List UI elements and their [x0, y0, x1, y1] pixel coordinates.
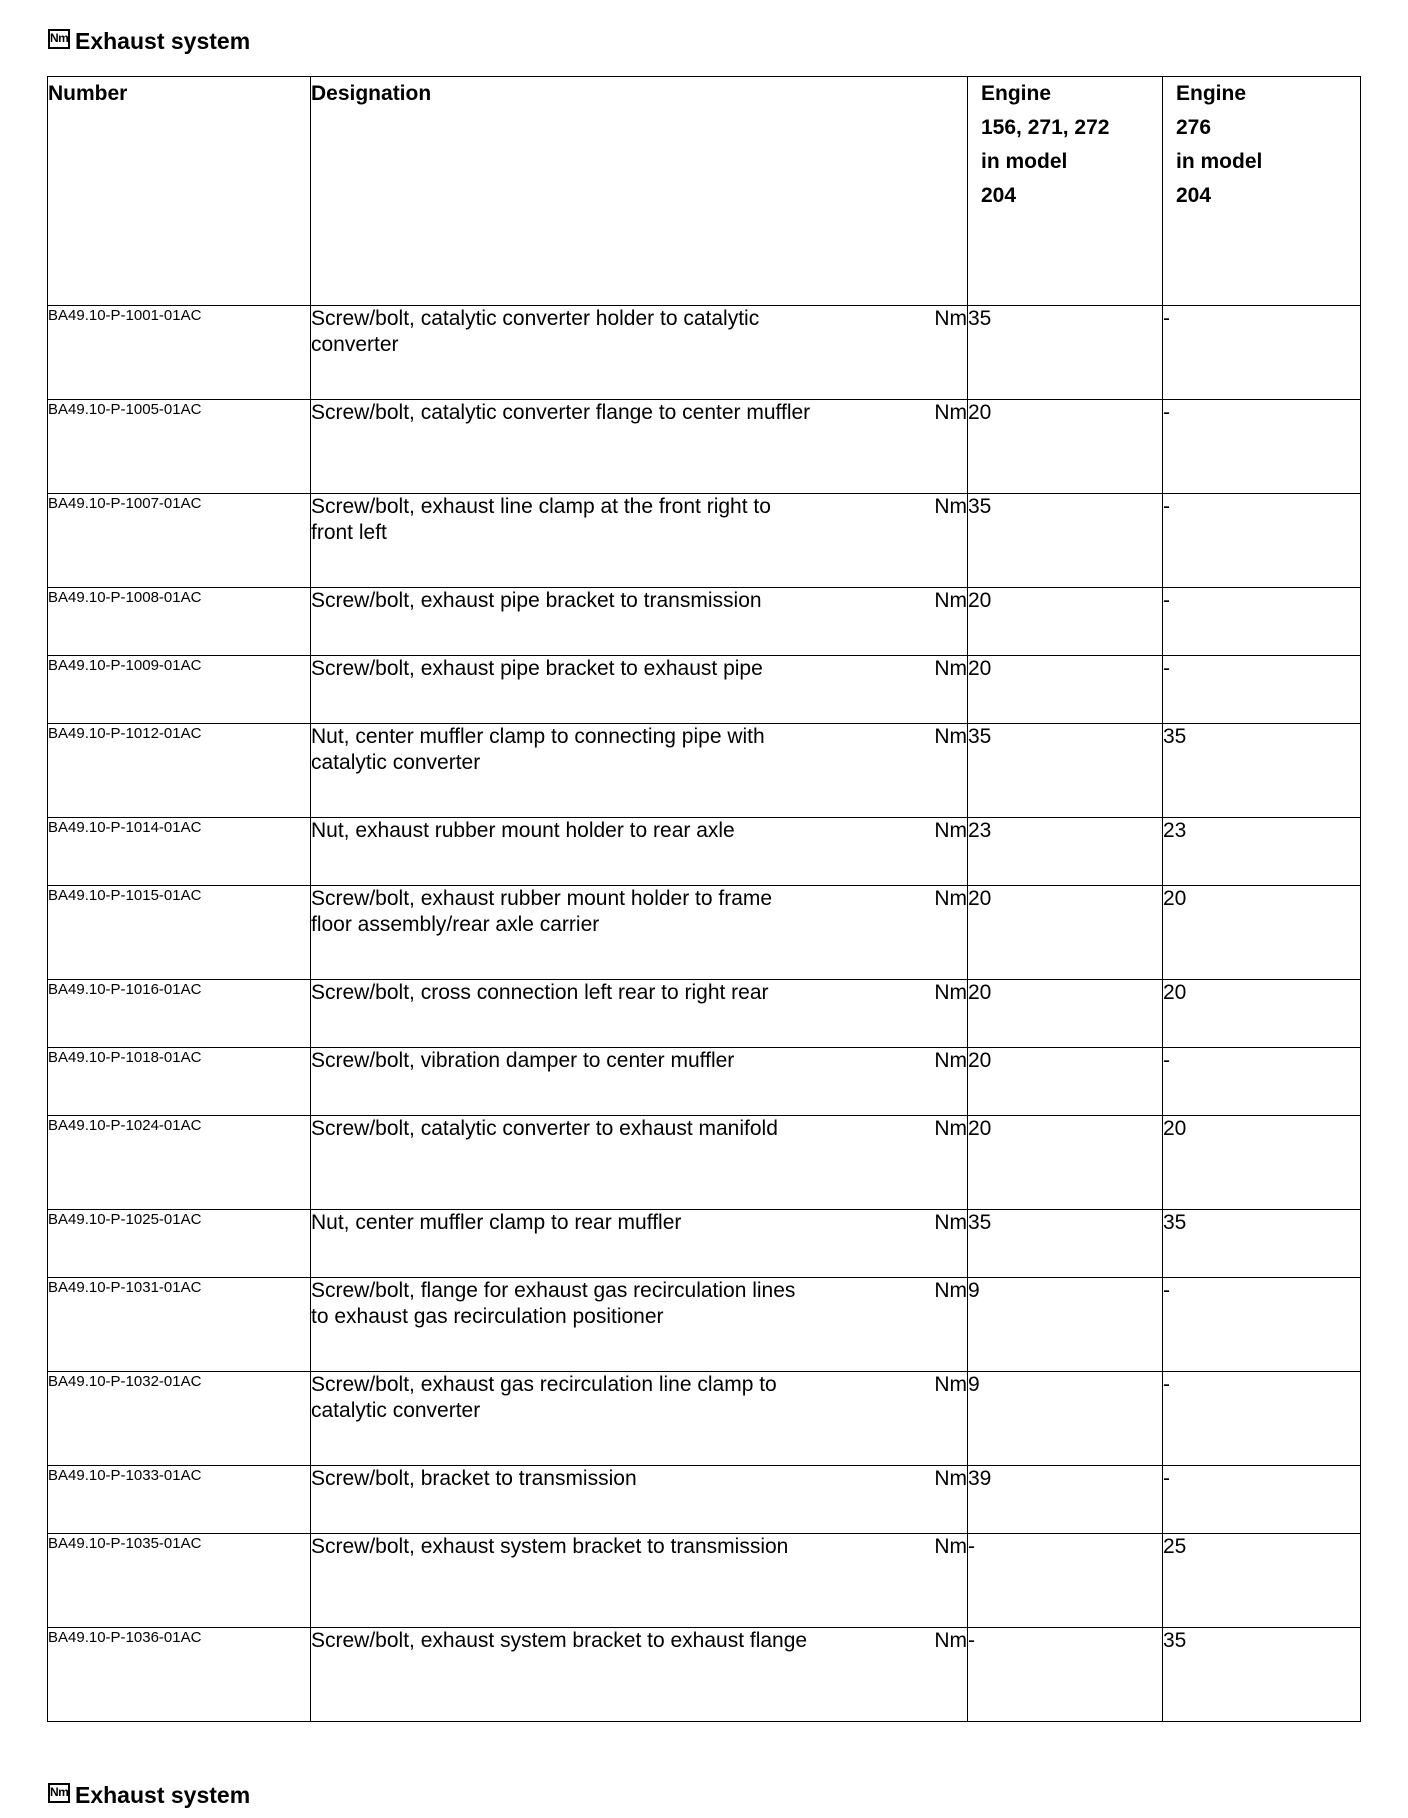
torque-nm-icon: Nm: [48, 29, 70, 49]
unit-label: Nm: [934, 1279, 967, 1302]
row-number: BA49.10-P-1033-01AC: [48, 1466, 311, 1534]
column-header-engine-1: Engine 156, 271, 272 in model 204: [968, 77, 1163, 306]
row-engine-2-value: -: [1163, 400, 1361, 494]
row-designation: Screw/bolt, cross connection left rear to right rear Nm: [311, 980, 968, 1048]
table-row: [48, 1116, 1361, 1210]
row-designation: Screw/bolt, exhaust line clamp at the front right to front left Nm: [311, 494, 968, 588]
row-designation: Screw/bolt, exhaust rubber mount holder to frame floor assembly/rear axle carrier Nm: [311, 886, 968, 980]
unit-label: Nm: [934, 1117, 967, 1140]
row-engine-2-value: -: [1163, 588, 1361, 656]
unit-label: Nm: [934, 1049, 967, 1072]
row-number: BA49.10-P-1018-01AC: [48, 1048, 311, 1116]
table-row: [48, 1466, 1361, 1534]
row-designation: Screw/bolt, catalytic converter flange to center muffler Nm: [311, 400, 968, 494]
row-engine-1-value: 20: [968, 588, 1163, 656]
row-designation: Screw/bolt, bracket to transmission Nm: [311, 1466, 968, 1534]
row-engine-1-value: 23: [968, 818, 1163, 886]
row-number: BA49.10-P-1032-01AC: [48, 1372, 311, 1466]
table-row: [48, 400, 1361, 494]
table-row: [48, 656, 1361, 724]
row-engine-2-value: -: [1163, 494, 1361, 588]
row-engine-1-value: 20: [968, 980, 1163, 1048]
row-designation: Screw/bolt, catalytic converter holder to catalytic converter Nm: [311, 306, 968, 400]
table-row: [48, 818, 1361, 886]
row-number: BA49.10-P-1005-01AC: [48, 400, 311, 494]
row-number: BA49.10-P-1024-01AC: [48, 1116, 311, 1210]
column-header-engine-2: Engine 276 in model 204: [1163, 77, 1361, 306]
table-row: [48, 1534, 1361, 1628]
unit-label: Nm: [934, 725, 967, 748]
table-row: [48, 1210, 1361, 1278]
table-row: [48, 1628, 1361, 1722]
row-engine-1-value: 20: [968, 886, 1163, 980]
row-number: BA49.10-P-1031-01AC: [48, 1278, 311, 1372]
torque-table: [47, 76, 1361, 1722]
row-engine-2-value: 25: [1163, 1534, 1361, 1628]
row-engine-1-value: 9: [968, 1372, 1163, 1466]
row-number: BA49.10-P-1001-01AC: [48, 306, 311, 400]
row-number: BA49.10-P-1012-01AC: [48, 724, 311, 818]
row-number: BA49.10-P-1016-01AC: [48, 980, 311, 1048]
table-row: [48, 980, 1361, 1048]
section-title: Exhaust system: [75, 28, 251, 54]
row-number: BA49.10-P-1015-01AC: [48, 886, 311, 980]
row-engine-1-value: 20: [968, 656, 1163, 724]
row-designation: Screw/bolt, exhaust pipe bracket to transmission Nm: [311, 588, 968, 656]
row-engine-2-value: 35: [1163, 1628, 1361, 1722]
unit-label: Nm: [934, 401, 967, 424]
row-engine-2-value: -: [1163, 1048, 1361, 1116]
table-row: [48, 306, 1361, 400]
table-row: [48, 886, 1361, 980]
unit-label: Nm: [934, 495, 967, 518]
row-engine-2-value: 20: [1163, 1116, 1361, 1210]
table-row: [48, 1278, 1361, 1372]
row-engine-1-value: -: [968, 1628, 1163, 1722]
table-row: [48, 588, 1361, 656]
row-engine-1-value: 35: [968, 1210, 1163, 1278]
row-designation: Screw/bolt, vibration damper to center muffler Nm: [311, 1048, 968, 1116]
column-header-designation: Designation: [311, 77, 968, 306]
row-engine-2-value: -: [1163, 1466, 1361, 1534]
unit-label: Nm: [934, 981, 967, 1004]
section-heading-continued: [48, 1782, 250, 1809]
section-title: Exhaust system: [75, 1782, 251, 1808]
row-designation: Screw/bolt, exhaust system bracket to exhaust flange Nm: [311, 1628, 968, 1722]
row-engine-1-value: 9: [968, 1278, 1163, 1372]
row-designation: Screw/bolt, exhaust pipe bracket to exhaust pipe Nm: [311, 656, 968, 724]
table-header-row: [48, 77, 1361, 306]
row-designation: Nut, center muffler clamp to rear muffler Nm: [311, 1210, 968, 1278]
row-number: BA49.10-P-1007-01AC: [48, 494, 311, 588]
row-engine-2-value: -: [1163, 1278, 1361, 1372]
row-number: BA49.10-P-1008-01AC: [48, 588, 311, 656]
row-engine-2-value: 35: [1163, 724, 1361, 818]
row-engine-2-value: -: [1163, 656, 1361, 724]
row-engine-1-value: -: [968, 1534, 1163, 1628]
row-engine-1-value: 39: [968, 1466, 1163, 1534]
unit-label: Nm: [934, 1373, 967, 1396]
unit-label: Nm: [934, 887, 967, 910]
row-designation: Screw/bolt, flange for exhaust gas recirculation lines to exhaust gas recirculation positioner Nm: [311, 1278, 968, 1372]
unit-label: Nm: [934, 1535, 967, 1558]
row-engine-1-value: 20: [968, 1048, 1163, 1116]
row-engine-2-value: -: [1163, 1372, 1361, 1466]
column-header-number: Number: [48, 77, 311, 306]
row-engine-2-value: -: [1163, 306, 1361, 400]
row-number: BA49.10-P-1025-01AC: [48, 1210, 311, 1278]
torque-nm-icon: Nm: [48, 1783, 70, 1803]
row-engine-1-value: 20: [968, 400, 1163, 494]
row-engine-2-value: 20: [1163, 886, 1361, 980]
table-row: [48, 494, 1361, 588]
row-engine-1-value: 35: [968, 306, 1163, 400]
row-designation: Screw/bolt, catalytic converter to exhaust manifold Nm: [311, 1116, 968, 1210]
table-row: [48, 1048, 1361, 1116]
row-number: BA49.10-P-1014-01AC: [48, 818, 311, 886]
row-designation: Nut, center muffler clamp to connecting pipe with catalytic converter Nm: [311, 724, 968, 818]
row-designation: Nut, exhaust rubber mount holder to rear axle Nm: [311, 818, 968, 886]
table-row: [48, 724, 1361, 818]
unit-label: Nm: [934, 589, 967, 612]
row-engine-2-value: 23: [1163, 818, 1361, 886]
unit-label: Nm: [934, 1467, 967, 1490]
unit-label: Nm: [934, 1211, 967, 1234]
row-designation: Screw/bolt, exhaust system bracket to transmission Nm: [311, 1534, 968, 1628]
row-number: BA49.10-P-1036-01AC: [48, 1628, 311, 1722]
unit-label: Nm: [934, 657, 967, 680]
unit-label: Nm: [934, 819, 967, 842]
table-row: [48, 1372, 1361, 1466]
row-engine-1-value: 35: [968, 494, 1163, 588]
row-engine-1-value: 20: [968, 1116, 1163, 1210]
row-number: BA49.10-P-1009-01AC: [48, 656, 311, 724]
unit-label: Nm: [934, 1629, 967, 1652]
row-engine-2-value: 35: [1163, 1210, 1361, 1278]
section-heading: [48, 28, 250, 55]
unit-label: Nm: [934, 307, 967, 330]
row-engine-2-value: 20: [1163, 980, 1361, 1048]
row-designation: Screw/bolt, exhaust gas recirculation line clamp to catalytic converter Nm: [311, 1372, 968, 1466]
row-engine-1-value: 35: [968, 724, 1163, 818]
row-number: BA49.10-P-1035-01AC: [48, 1534, 311, 1628]
